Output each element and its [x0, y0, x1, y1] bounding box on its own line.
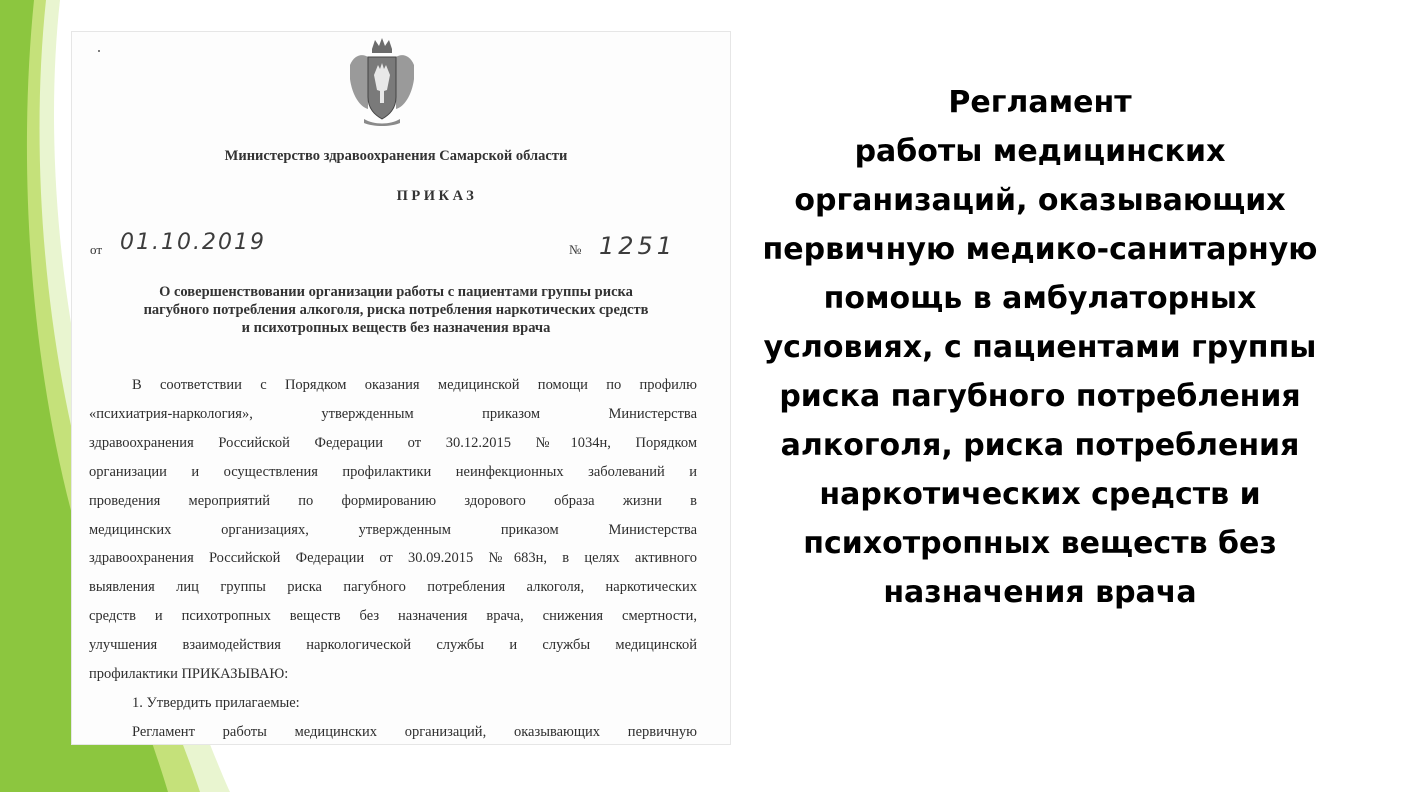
ministry-heading: Министерство здравоохранения Самарской области [224, 148, 568, 164]
slide-title-line: наркотических средств и [819, 477, 1261, 512]
order-subject [72, 283, 720, 337]
order-body [89, 371, 697, 744]
subject-line: и психотропных веществ без назначения врача [241, 320, 551, 336]
handwritten-number: 1251 [599, 232, 677, 260]
body-line: профилактики ПРИКАЗЫВАЮ: [89, 666, 289, 683]
order-type-heading: ПРИКАЗ [396, 188, 478, 204]
body-line: выявления лиц группы риска пагубного потребления алкоголя, наркотических [89, 579, 697, 596]
body-line: медицинских организациях, утвержденным приказом Министерства [89, 521, 697, 538]
body-line: здравоохранения Российской Федерации от 30.12.2015 №1034н, Порядком [89, 434, 697, 451]
body-line: организации и осуществления профилактики неинфекционных заболеваний и [89, 463, 697, 480]
body-line: проведения мероприятий по формированию здорового образа жизни в [89, 492, 697, 509]
slide-title-line: алкоголя, риска потребления [780, 428, 1300, 463]
subject-line: пагубного потребления алкоголя, риска потребления наркотических средств [143, 302, 649, 318]
subject-line: О совершенствовании организации работы с пациентами группы риска [159, 284, 633, 300]
body-line: средств и психотропных веществ без назначения врача, снижения смертности, [89, 608, 697, 625]
slide-title-line: условиях, с пациентами группы [763, 330, 1317, 365]
samara-coat-of-arms-icon [342, 35, 422, 127]
body-line: улучшения взаимодействия наркологической службы и службы медицинской [89, 637, 697, 654]
slide-title-line: назначения врача [883, 575, 1197, 610]
body-line: Регламент работы медицинских организаций, оказывающих первичную [132, 723, 697, 740]
scan-speck [98, 50, 100, 52]
slide-title-line: риска пагубного потребления [779, 379, 1301, 414]
handwritten-date: 01.10.2019 [120, 230, 266, 255]
slide-title-line: Регламент [948, 85, 1132, 120]
slide-title-line: организаций, оказывающих [794, 183, 1286, 218]
body-line: 1. Утвердить прилагаемые: [132, 694, 300, 711]
number-label: № [569, 242, 582, 257]
body-line: В соответствии с Порядком оказания медицинской помощи по профилю [132, 377, 697, 393]
body-line: здравоохранения Российской Федерации от 30.09.2015 №683н, в целях активного [89, 550, 697, 567]
scanned-order-document [72, 32, 730, 744]
slide-title-line: работы медицинских [854, 134, 1226, 169]
slide-title-line: психотропных веществ без [803, 526, 1277, 561]
slide-title [752, 78, 1328, 617]
slide-title-line: первичную медико-санитарную [762, 232, 1318, 267]
date-label: от [90, 242, 103, 257]
slide-title-line: помощь в амбулаторных [823, 281, 1257, 316]
body-line: «психиатрия-наркология», утвержденным приказом Министерства [89, 405, 697, 422]
